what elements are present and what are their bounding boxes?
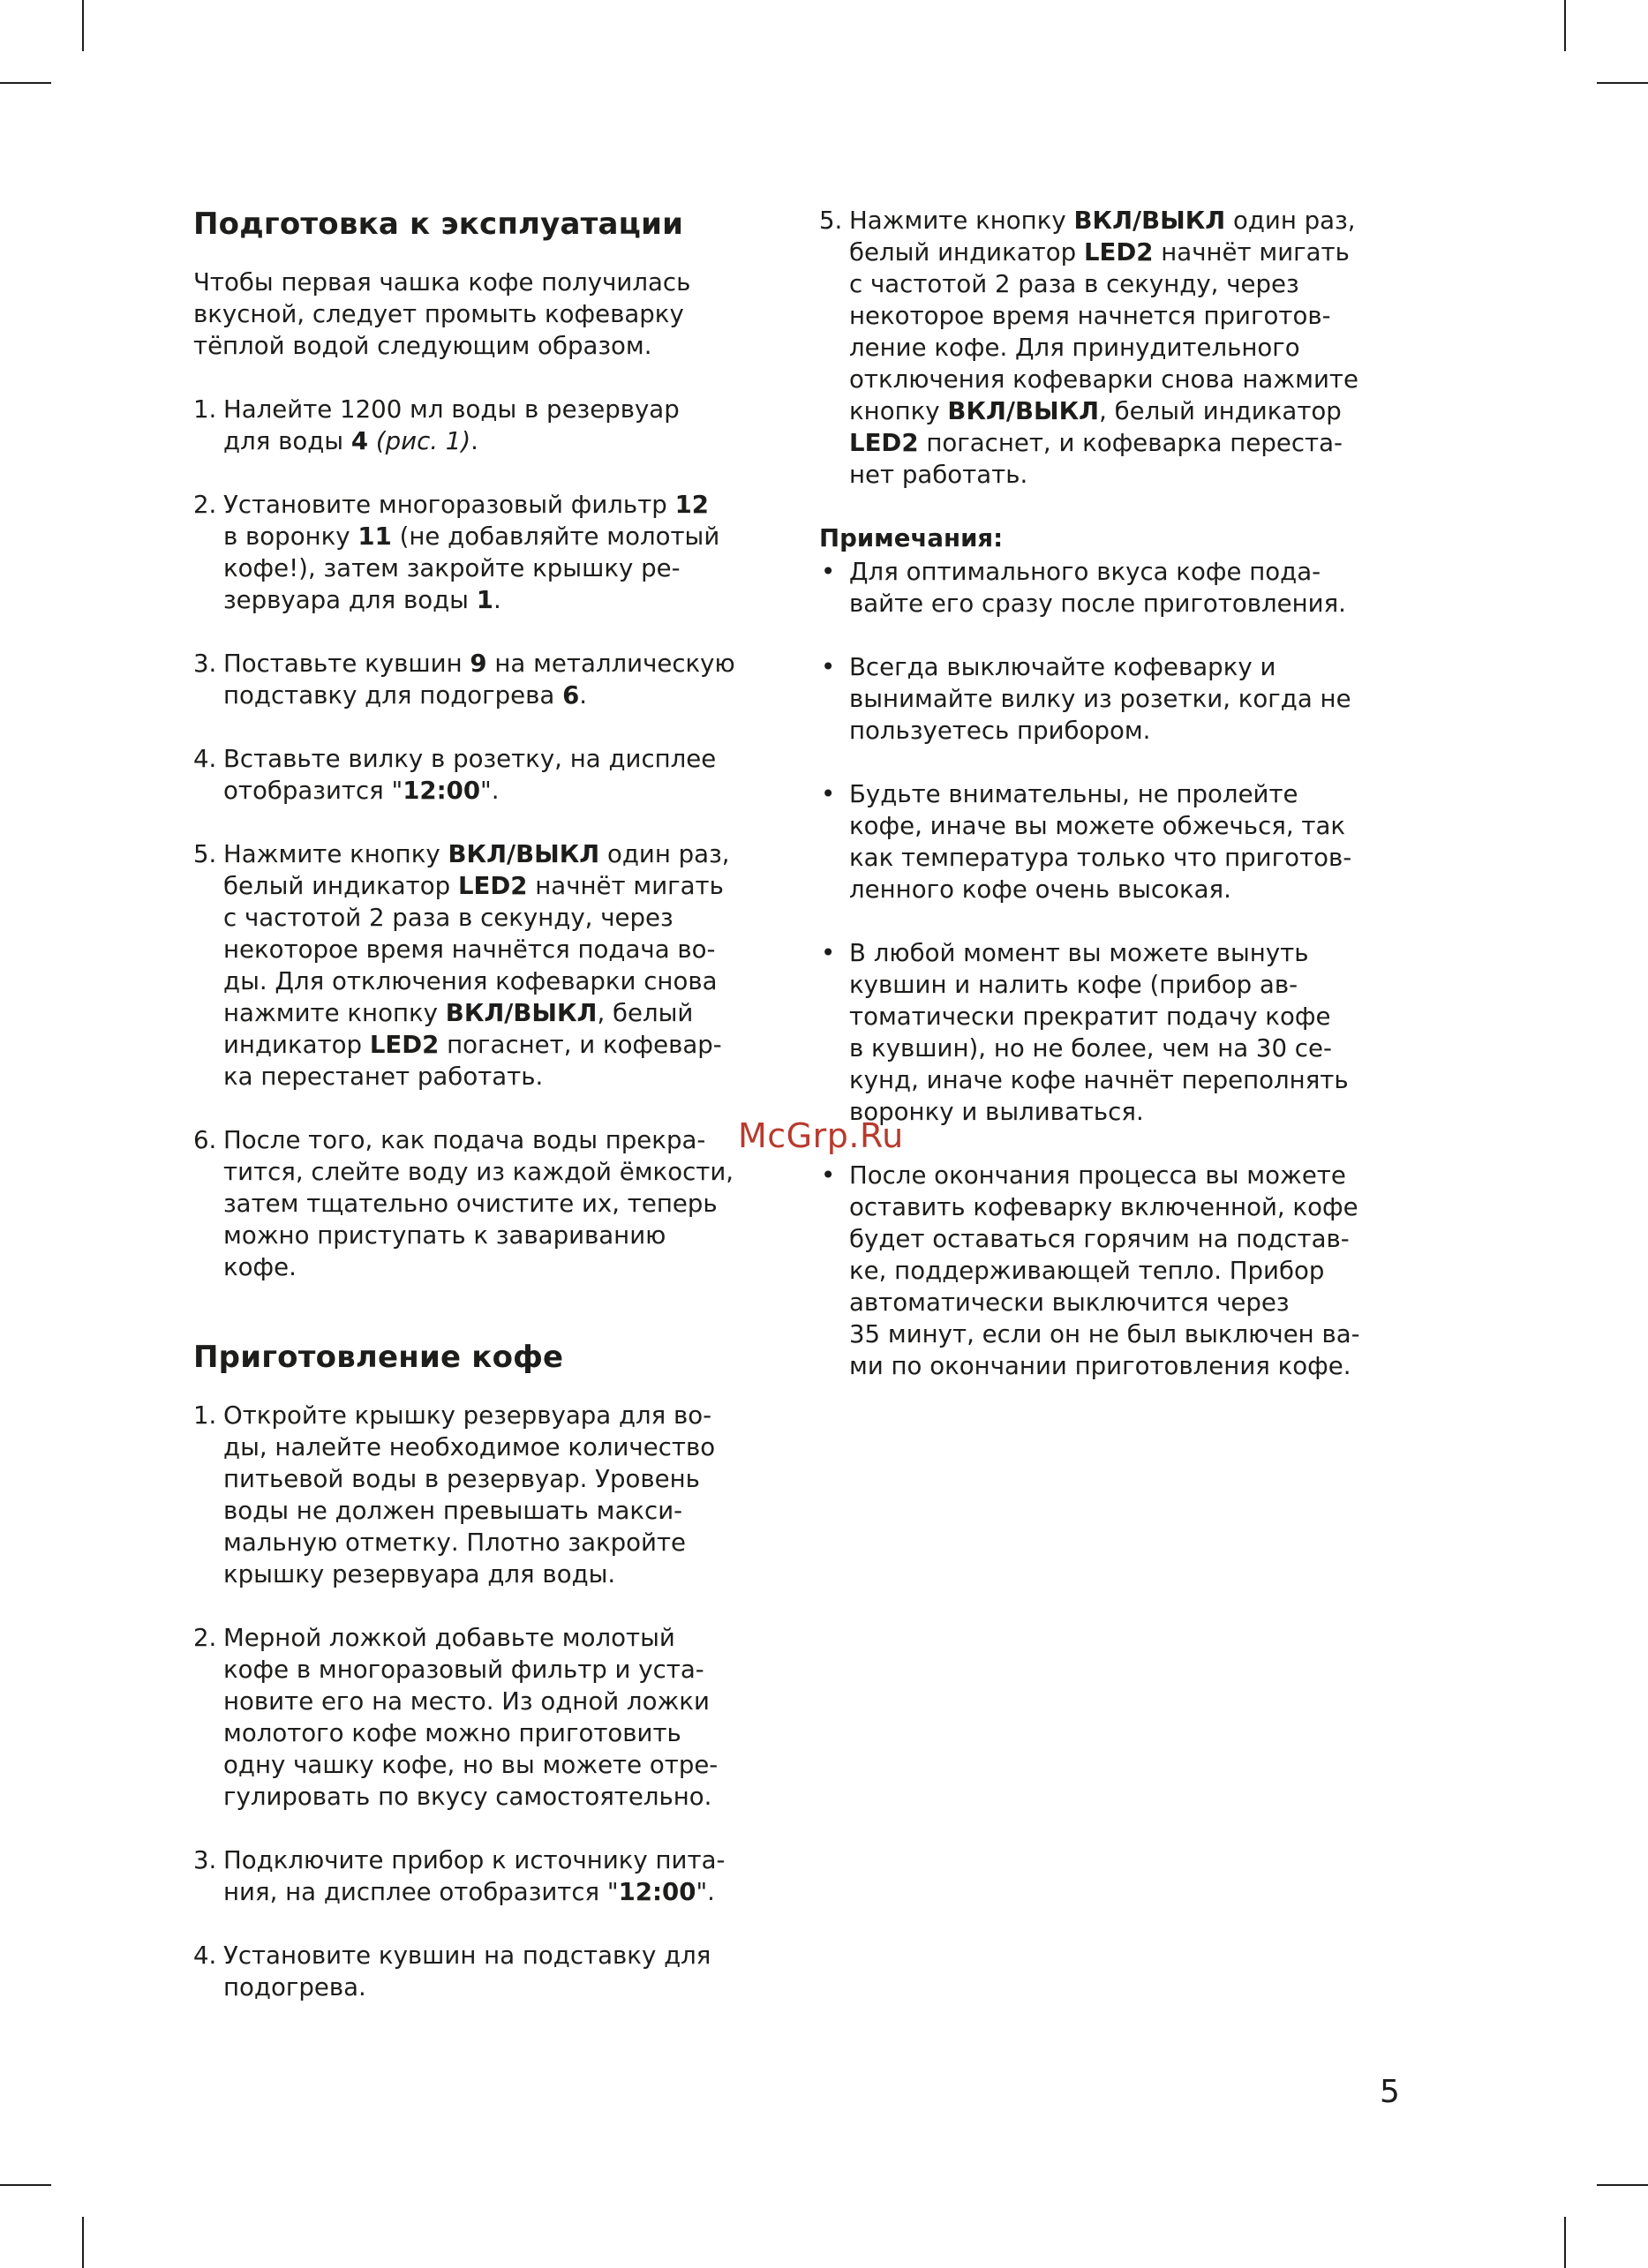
intro-paragraph: Чтобы первая чашка кофе получилась вкусной, следует промыть кофеварку тёплой водой следующим образом. [193, 267, 691, 360]
note-item: • Будьте внимательны, не пролейте кофе, иначе вы можете обжечься, так как температура только что приготов- ленного кофе очень высокая. [821, 779, 1352, 904]
bullet-icon: • [821, 1160, 836, 1190]
note-item: • После окончания процесса вы можете оставить кофеварку включенной, кофе будет оставаться горячим на подстав- ке, поддерживающей тепло. Прибор автоматически выключится через 35 минут, если он не был выключен ва- ми по окончании приготовления кофе. [821, 1160, 1360, 1380]
right-column [819, 205, 1406, 1414]
prep-step-2: 2. Установите многоразовый фильтр 12 в воронку 11 (не добавляйте молотый кофе!), затем закройте крышку ре- зервуара для воды 1. [193, 490, 720, 614]
crop-mark [0, 2184, 51, 2186]
prep-step-1: 1. Налейте 1200 мл воды в резервуар для воды 4 (рис. 1). [193, 394, 680, 455]
page-number: 5 [1380, 2074, 1400, 2110]
prep-step-3: 3. Поставьте кувшин 9 на металлическую подставку для подогрева 6. [193, 649, 735, 710]
crop-mark [82, 2217, 84, 2268]
bullet-icon: • [821, 779, 836, 808]
section-heading-brewing: Приготовление кофе [193, 1340, 564, 1375]
prep-step-6: 6. После того, как подача воды прекра- тится, слейте воду из каждой ёмкости, затем тщательно очистите их, теперь можно приступать к завариванию кофе. [193, 1125, 734, 1281]
bullet-icon: • [821, 938, 836, 967]
prep-step-5: 5. Нажмите кнопку ВКЛ/ВЫКЛ один раз, белый индикатор LED2 начнёт мигать с частотой 2 раза в секунду, через некоторое время начнётся подача во- ды. Для отключения кофеварки снова нажмите кнопку ВКЛ/ВЫКЛ, белый индикатор LED2 погаснет, и кофевар- ка перестанет работать. [193, 839, 730, 1091]
crop-mark [0, 82, 51, 84]
bullet-icon: • [821, 652, 836, 681]
prep-step-4: 4. Вставьте вилку в розетку, на дисплее отобразится "12:00". [193, 744, 717, 805]
brew-step-5: 5. Нажмите кнопку ВКЛ/ВЫКЛ один раз, белый индикатор LED2 начнёт мигать с частотой 2 раза в секунду, через некоторое время начнется приготов- ление кофе. Для принудительного отключения кофеварки снова нажмите кнопку ВКЛ/ВЫКЛ, белый индикатор LED2 погаснет, и кофеварка переста- нет работать. [819, 206, 1358, 489]
note-item: • Для оптимального вкуса кофе пода- вайте его сразу после приготовления. [821, 557, 1346, 618]
notes-title: Примечания: [819, 523, 1004, 552]
crop-mark [1597, 82, 1648, 84]
section-heading-preparation: Подготовка к эксплуатации [193, 207, 684, 242]
crop-mark [1564, 0, 1566, 51]
crop-mark [82, 0, 84, 51]
watermark: McGrp.Ru [738, 1116, 904, 1155]
note-item: • В любой момент вы можете вынуть кувшин и налить кофе (прибор ав- томатически прекратит подачу кофе в кувшин), но не более, чем на 30 се- кунд, иначе кофе начнёт переполнять воронку и выливаться. [821, 938, 1349, 1126]
brew-step-1: 1. Откройте крышку резервуара для во- ды, налейте необходимое количество питьевой воды в резервуар. Уровень воды не должен превышать макси- мальную отметку. Плотно закройте крышку резервуара для воды. [193, 1401, 716, 1588]
brew-step-3: 3. Подключите прибор к источнику пита- ния, на дисплее отобразится "12:00". [193, 1845, 726, 1906]
crop-mark [1597, 2184, 1648, 2186]
note-item: • Всегда выключайте кофеварку и вынимайте вилку из розетки, когда не пользуетесь прибором. [821, 652, 1351, 745]
left-column [193, 205, 776, 2035]
brew-step-4: 4. Установите кувшин на подставку для подогрева. [193, 1941, 711, 2001]
bullet-icon: • [821, 557, 836, 586]
crop-mark [1564, 2217, 1566, 2268]
brew-step-2: 2. Мерной ложкой добавьте молотый кофе в многоразовый фильтр и уста- новите его на место. Из одной ложки молотого кофе можно приготовить одну чашку кофе, но вы можете отре- гулировать по вкусу самостоятельно. [193, 1623, 719, 1811]
